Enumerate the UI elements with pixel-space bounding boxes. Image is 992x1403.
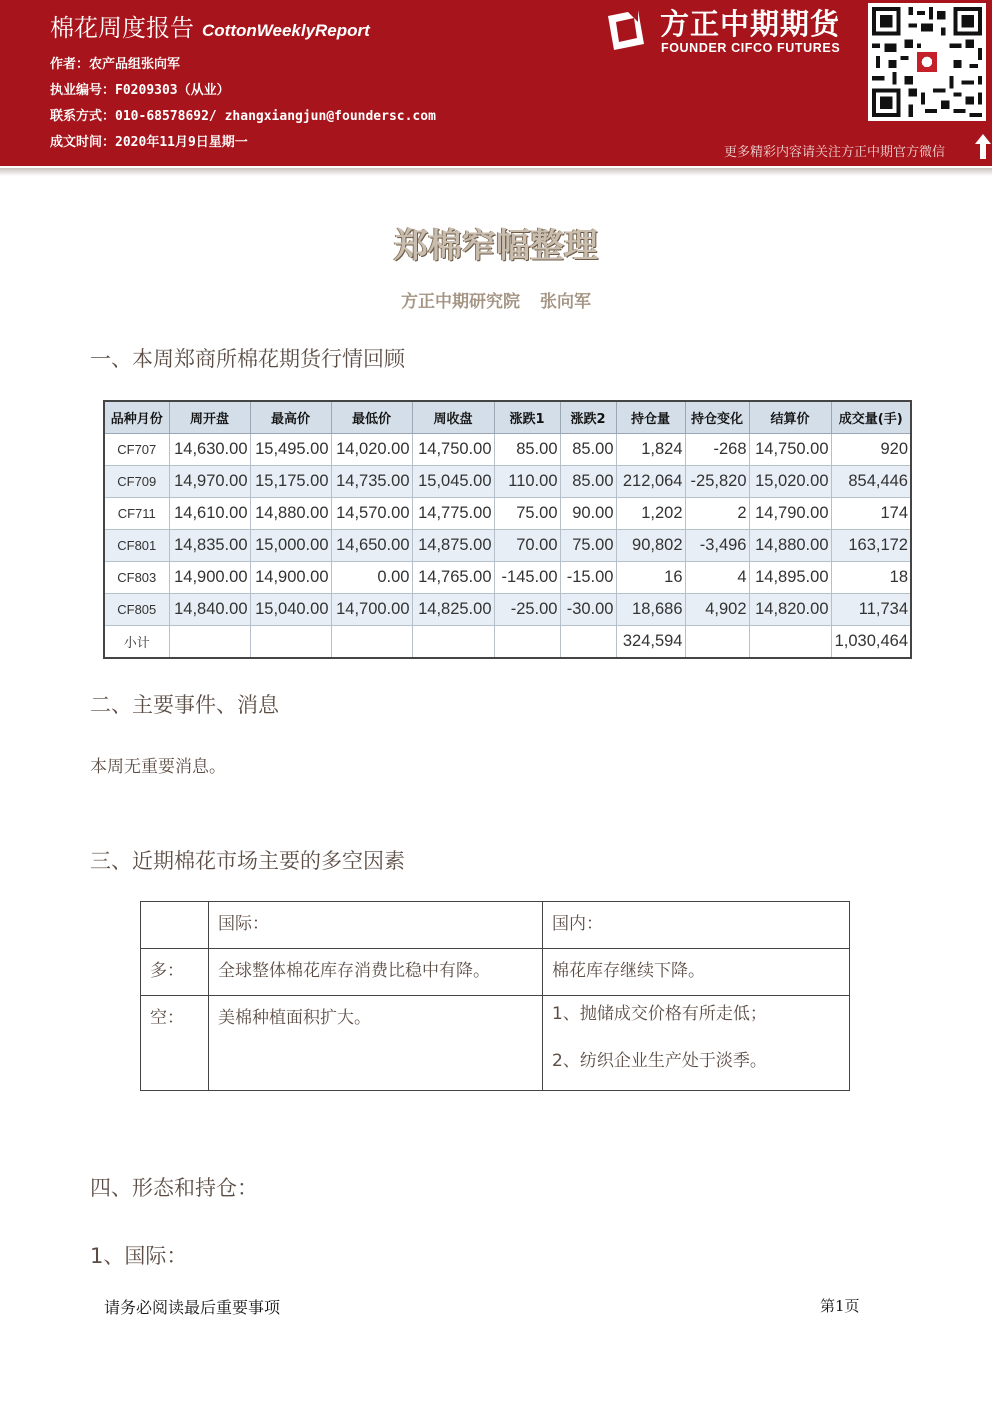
table-row — [104, 466, 911, 498]
table-cell: 14,825.00 — [412, 594, 494, 626]
contact-line: 联系方式：010-68578692/ zhangxiangjun@foundersc.com — [50, 109, 436, 124]
table-cell: 75.00 — [494, 498, 560, 530]
table-cell: 14,650.00 — [331, 530, 412, 562]
table-row — [141, 996, 850, 1091]
table-cell: 14,765.00 — [412, 562, 494, 594]
table-cell: 90,802 — [616, 530, 685, 562]
table-cell: -15.00 — [560, 562, 616, 594]
license-number: F0209303（从业） — [115, 83, 230, 98]
table-cell: 14,880.00 — [250, 498, 331, 530]
wechat-qr-code-icon[interactable] — [868, 3, 986, 121]
table-row — [104, 562, 911, 594]
table-cell: 14,900.00 — [250, 562, 331, 594]
contract-cell: CF709 — [104, 466, 169, 498]
table-cell: 212,064 — [616, 466, 685, 498]
column-header: 周收盘 — [412, 401, 494, 434]
table-cell: -145.00 — [494, 562, 560, 594]
short-label-cell: 空： — [141, 996, 209, 1091]
table-cell: 15,020.00 — [749, 466, 831, 498]
column-header: 周开盘 — [169, 401, 250, 434]
header-divider — [0, 160, 992, 166]
table-cell: 2 — [685, 498, 749, 530]
table-cell: 14,700.00 — [331, 594, 412, 626]
table-cell — [169, 626, 250, 659]
table-cell: 75.00 — [560, 530, 616, 562]
contract-cell: 小计 — [104, 626, 169, 659]
table-cell: 1,030,464 — [831, 626, 911, 659]
table-cell: 85.00 — [560, 466, 616, 498]
report-date: 2020年11月9日星期一 — [115, 135, 248, 150]
table-cell — [141, 902, 209, 949]
short-domestic-cell — [543, 996, 850, 1091]
contract-cell: CF803 — [104, 562, 169, 594]
table-cell: 4,902 — [685, 594, 749, 626]
column-header: 持仓量 — [616, 401, 685, 434]
table-row — [141, 902, 850, 949]
column-header: 涨跌2 — [560, 401, 616, 434]
table-cell: 15,175.00 — [250, 466, 331, 498]
table-cell: 14,735.00 — [331, 466, 412, 498]
short-intl-cell: 美棉种植面积扩大。 — [209, 996, 543, 1091]
contact-info: 010-68578692/ zhangxiangjun@foundersc.com — [115, 109, 436, 124]
table-cell: 920 — [831, 434, 911, 466]
contract-cell: CF707 — [104, 434, 169, 466]
table-cell: -30.00 — [560, 594, 616, 626]
table-cell: 85.00 — [560, 434, 616, 466]
report-title-en: CottonWeeklyReport — [202, 21, 370, 40]
table-cell: 70.00 — [494, 530, 560, 562]
brand-name-en: FOUNDER CIFCO FUTURES — [661, 41, 841, 55]
subsection-heading-international: 1、国际： — [90, 1244, 188, 1268]
column-header: 最高价 — [250, 401, 331, 434]
table-cell: 14,875.00 — [412, 530, 494, 562]
table-cell: 15,495.00 — [250, 434, 331, 466]
table-row — [104, 594, 911, 626]
table-cell: 18,686 — [616, 594, 685, 626]
long-intl-cell: 全球整体棉花库存消费比稳中有降。 — [209, 949, 543, 996]
table-cell: 90.00 — [560, 498, 616, 530]
table-row — [104, 498, 911, 530]
table-cell: 1,824 — [616, 434, 685, 466]
table-cell: 14,900.00 — [169, 562, 250, 594]
section-heading-1: 一、本周郑商所棉花期货行情回顾 — [90, 347, 405, 371]
report-title — [50, 8, 370, 43]
market-review-table — [103, 400, 912, 659]
column-header: 涨跌1 — [494, 401, 560, 434]
follow-wechat-text: 更多精彩内容请关注方正中期官方微信 — [724, 145, 946, 160]
table-cell: 18 — [831, 562, 911, 594]
table-cell — [494, 626, 560, 659]
table-cell — [749, 626, 831, 659]
table-cell: 14,610.00 — [169, 498, 250, 530]
table-cell — [250, 626, 331, 659]
table-cell — [560, 626, 616, 659]
table-cell: -3,496 — [685, 530, 749, 562]
table-header-row — [104, 401, 911, 434]
long-domestic-cell: 棉花库存继续下降。 — [543, 949, 850, 996]
column-header: 品种月份 — [104, 401, 169, 434]
table-row — [104, 434, 911, 466]
author-name: 农产品组张向军 — [89, 57, 181, 72]
table-cell: 14,750.00 — [749, 434, 831, 466]
table-cell: 14,630.00 — [169, 434, 250, 466]
short-domestic-item: 2、纺织企业生产处于淡季。 — [552, 1051, 767, 1071]
table-cell: 85.00 — [494, 434, 560, 466]
table-cell: 14,840.00 — [169, 594, 250, 626]
document-title: 郑棉窄幅整理 — [394, 226, 598, 266]
table-cell — [412, 626, 494, 659]
table-cell: 14,020.00 — [331, 434, 412, 466]
long-label-cell: 多： — [141, 949, 209, 996]
table-cell — [331, 626, 412, 659]
short-domestic-item: 1、抛储成交价格有所走低； — [552, 1004, 767, 1024]
intl-header-cell: 国际： — [209, 902, 543, 949]
table-cell: -25.00 — [494, 594, 560, 626]
domestic-header-cell: 国内： — [543, 902, 850, 949]
date-line: 成文时间：2020年11月9日星期一 — [50, 135, 248, 150]
table-cell: 14,790.00 — [749, 498, 831, 530]
table-cell: 14,880.00 — [749, 530, 831, 562]
contract-cell: CF711 — [104, 498, 169, 530]
table-cell: 14,750.00 — [412, 434, 494, 466]
page-number: 第1页 — [820, 1297, 860, 1315]
table-cell: 854,446 — [831, 466, 911, 498]
table-cell: 163,172 — [831, 530, 911, 562]
section-heading-4: 四、形态和持仓： — [90, 1176, 258, 1200]
table-cell: 4 — [685, 562, 749, 594]
table-cell: 15,045.00 — [412, 466, 494, 498]
table-cell: 14,895.00 — [749, 562, 831, 594]
table-cell: 14,570.00 — [331, 498, 412, 530]
table-cell: 14,970.00 — [169, 466, 250, 498]
table-cell: 14,820.00 — [749, 594, 831, 626]
table-cell: 14,775.00 — [412, 498, 494, 530]
table-cell: -268 — [685, 434, 749, 466]
section-heading-3: 三、近期棉花市场主要的多空因素 — [90, 849, 405, 873]
document-subtitle: 方正中期研究院 张向军 — [401, 292, 591, 312]
footer-notice: 请务必阅读最后重要事项 — [104, 1298, 281, 1317]
table-cell: 110.00 — [494, 466, 560, 498]
column-header: 持仓变化 — [685, 401, 749, 434]
contract-cell: CF801 — [104, 530, 169, 562]
header-shadow — [0, 168, 992, 176]
brand-name-cn: 方正中期期货 — [660, 7, 841, 41]
table-cell: 0.00 — [331, 562, 412, 594]
long-short-factors-table — [140, 901, 850, 1091]
table-cell: 14,835.00 — [169, 530, 250, 562]
table-cell — [685, 626, 749, 659]
arrow-up-icon — [974, 132, 992, 160]
column-header: 成交量(手) — [831, 401, 911, 434]
contract-cell: CF805 — [104, 594, 169, 626]
table-cell: 15,040.00 — [250, 594, 331, 626]
table-cell: -25,820 — [685, 466, 749, 498]
table-cell: 16 — [616, 562, 685, 594]
table-cell: 15,000.00 — [250, 530, 331, 562]
news-paragraph: 本周无重要消息。 — [90, 757, 226, 777]
table-cell: 174 — [831, 498, 911, 530]
table-row — [104, 626, 911, 659]
column-header: 结算价 — [749, 401, 831, 434]
license-line: 执业编号：F0209303（从业） — [50, 83, 230, 98]
table-cell: 1,202 — [616, 498, 685, 530]
section-heading-2: 二、主要事件、消息 — [90, 693, 279, 717]
founder-logo-icon — [602, 6, 650, 54]
report-title-cn: 棉花周度报告 — [50, 14, 194, 42]
table-row — [141, 949, 850, 996]
column-header: 最低价 — [331, 401, 412, 434]
table-cell: 324,594 — [616, 626, 685, 659]
author-line: 作者：农产品组张向军 — [50, 57, 181, 72]
table-row — [104, 530, 911, 562]
table-cell: 11,734 — [831, 594, 911, 626]
